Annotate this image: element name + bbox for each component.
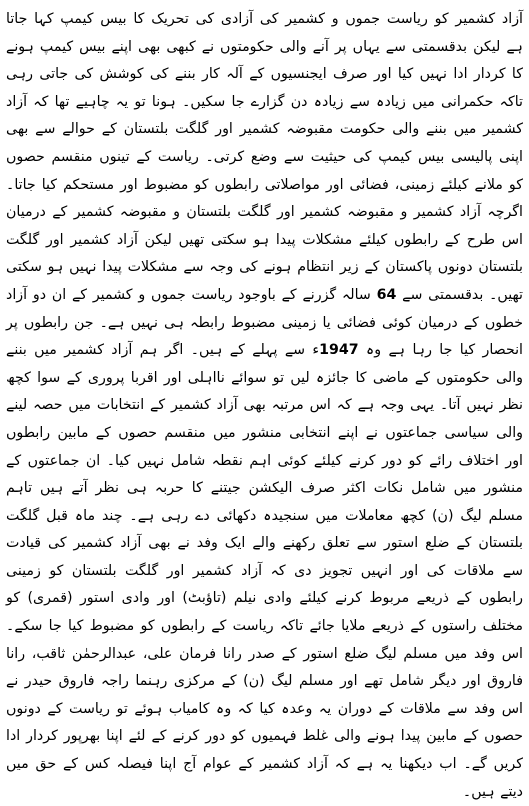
article-text bbox=[6, 6, 523, 806]
article-text-part-3: ء سے پہلے کے ہیں۔ اگر ہم آزاد کشمیر میں بننے والی حکومتوں کے ماضی کا جائزہ لیں تو سوائے نااہلی اور اقربا پروری کے سوا کچھ نظر نہیں آتا۔ یہی وجہ ہے کہ اس مرتبہ بھی آزاد کشمیر کے انتخابات میں حصہ لینے والی سیاسی جماعتوں نے اپنے انتخابی منشور میں منقسم حصوں کے مابین رابطوں اور اختلاف رائے کو دور کرنے کیلئے کوئی اہم نقطہ شامل نہیں کیا۔ ان جماعتوں کے منشور میں شامل نکات اکثر صرف الیکشن جیتنے کا حربہ ہی نظر آتے ہیں تاہم مسلم لیگ (ن) کچھ معاملات میں سنجیدہ دکھائی دے رہی ہے۔ چند ماہ قبل گلگت بلتستان کے ضلع استور سے تعلق رکھنے والے ایک وفد نے بھی آزاد کشمیر کی قیادت سے ملاقات کی اور انہیں تجویز دی کہ آزاد کشمیر اور گلگت بلتستان کو زمینی رابطوں کے ذریعے مربوط کرنے کیلئے وادی نیلم (تاؤبٹ) اور وادی استور (قمری) کو مختلف راستوں کے ذریعے ملایا جائے تاکہ ریاست کے رابطوں کو مضبوط کیا جا سکے۔ اس وفد میں مسلم لیگ ضلع استور کے صدر رانا فرمان علی، عبدالرحمٰن ثاقب، رانا فاروق اور دیگر شامل تھے اور مسلم لیگ (ن) کے مرکزی رہنما راجہ فاروق حیدر نے اس وفد سے ملاقات کے دوران یہ وعدہ کیا کہ وہ کامیاب ہوئے تو ریاست کے دونوں حصوں کے مابین پیدا ہونے والی غلط فہمیوں کو دور کرنے کے لئے اپنا بھرپور کردار ادا کریں گے۔ اب دیکھنا یہ ہے کہ آزاد کشمیر کے عوام آج اپنا فیصلہ کس کے حق میں دیتے ہیں۔ bbox=[6, 342, 523, 800]
article-page bbox=[6, 6, 523, 800]
year-number: 1947 bbox=[319, 342, 359, 359]
years-number: 64 bbox=[376, 286, 397, 303]
article-text-part-1: آزاد کشمیر کو ریاست جموں و کشمیر کی آزادی کی تحریک کا بیس کیمپ کہا جاتا ہے لیکن بدقسمتی سے یہاں پر آنے والی حکومتوں نے کبھی بھی اپنے بیس کیمپ ہونے کا کردار ادا نہیں کیا اور صرف ایجنسیوں کے آلہ کار بننے کی کوشش کی جاتی رہی تاکہ حکمرانی میں زیادہ سے زیادہ دن گزارے جا سکیں۔ ہونا تو یہ چاہیے تھا کہ آزاد کشمیر میں بننے والی حکومت مقبوضہ کشمیر اور گلگت بلتستان کے حوالے سے بھی اپنی پالیسی بیس کیمپ کی حیثیت سے وضع کرتی۔ ریاست کے تینوں منقسم حصوں کو ملانے کیلئے زمینی، فضائی اور مواصلاتی رابطوں کو مضبوط اور مستحکم کیا جاتا۔ اگرچہ آزاد کشمیر و مقبوضہ کشمیر اور گلگت بلتستان و مقبوضہ کشمیر کے درمیان اس طرح کے رابطوں کیلئے مشکلات پیدا ہو سکتی تھیں لیکن آزاد کشمیر اور گلگت بلتستان دونوں پاکستان کے زیر انتظام ہونے کی وجہ سے مشکلات پیدا نہیں ہو سکتی تھیں۔ بدقسمتی سے bbox=[6, 11, 523, 303]
article-text-part-2: سالہ گزرنے کے باوجود ریاست جموں و کشمیر کے ان دو آزاد خطوں کے درمیان کوئی فضائی یا زمینی مضبوط رابطہ ہی نہیں ہے۔ جن رابطوں پر انحصار کیا جا رہا ہے وہ bbox=[6, 286, 523, 359]
